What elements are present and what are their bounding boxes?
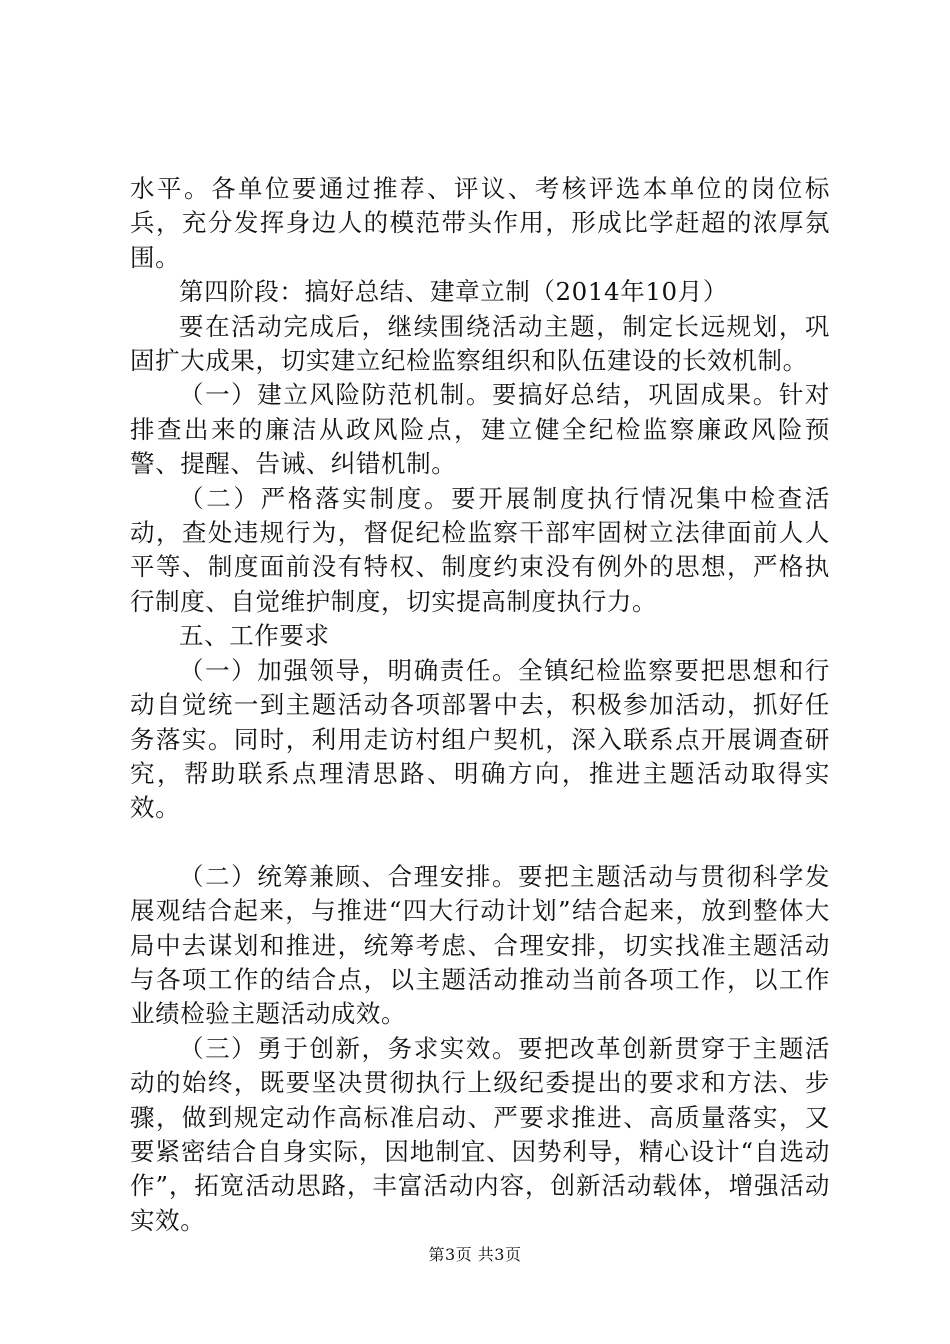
paragraph-coordination: （二）统筹兼顾、合理安排。要把主题活动与贯彻科学发展观结合起来，与推进“四大行动计划”结合起来，放到整体大局中去谋划和推进，统筹考虑、合理安排，切实找准主题活动与各项工作的结合点，以主题活动推动当前各项工作，以工作业绩检验主题活动成效。 <box>130 861 830 1029</box>
section-heading-work-requirements: 五、工作要求 <box>179 621 330 651</box>
paragraph-continuation: 水平。各单位要通过推荐、评议、考核评选本单位的岗位标兵，充分发挥身边人的模范带头作用，形成比学赶超的浓厚氛围。 <box>130 174 830 272</box>
paragraph-risk-mechanism: （一）建立风险防范机制。要搞好总结，巩固成果。针对排查出来的廉洁从政风险点，建立健全纪检监察廉政风险预警、提醒、告诫、纠错机制。 <box>130 380 830 479</box>
paragraph-innovation: （三）勇于创新，务求实效。要把改革创新贯穿于主题活动的始终，既要坚决贯彻执行上级纪委提出的要求和方法、步骤，做到规定动作高标准启动、严要求推进、高质量落实，又要紧密结合自身实际，因地制宜、因势利导，精心设计“自选动作”，拓宽活动思路，丰富活动内容，创新活动载体，增强活动实效。 <box>130 1033 830 1235</box>
paragraph-leadership: （一）加强领导，明确责任。全镇纪检监察要把思想和行动自觉统一到主题活动各项部署中去，积极参加活动，抓好任务落实。同时，利用走访村组户契机，深入联系点开展调查研究，帮助联系点理清思路、明确方向，推进主题活动取得实效。 <box>130 655 830 823</box>
stage-four-heading: 第四阶段：搞好总结、建章立制（2014年10月） <box>179 277 728 307</box>
page-number-footer: 第3页 共3页 <box>428 1245 522 1264</box>
document-body <box>130 172 830 1238</box>
paragraph-implement-system: （二）严格落实制度。要开展制度执行情况集中检查活动，查处违规行为，督促纪检监察干部牢固树立法律面前人人平等、制度面前没有特权、制度约束没有例外的思想，严格执行制度、自觉维护制度，切实提高制度执行力。 <box>130 483 830 616</box>
paragraph-stage-four: 要在活动完成后，继续围绕活动主题，制定长远规划，巩固扩大成果，切实建立纪检监察组织和队伍建设的长效机制。 <box>130 311 830 376</box>
